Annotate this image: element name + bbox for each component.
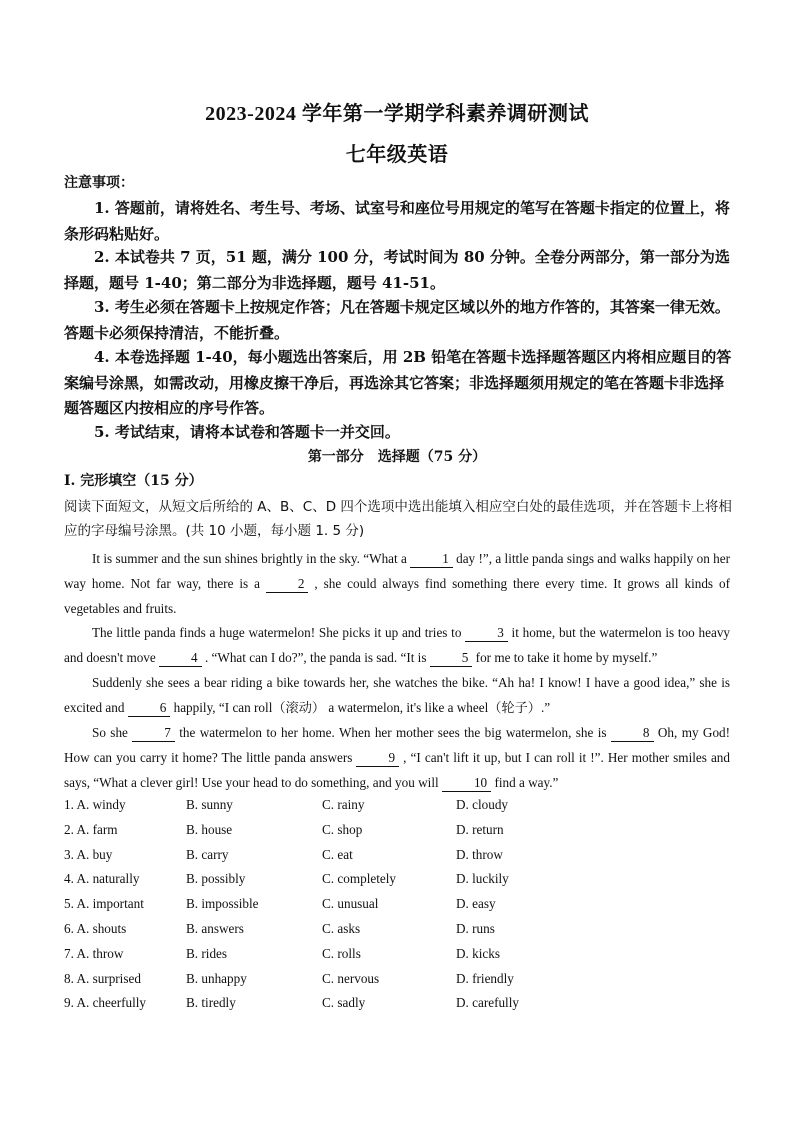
blank-6: 6	[128, 700, 171, 717]
option-d: D. carefully	[456, 995, 519, 1011]
option-b: B. unhappy	[186, 970, 247, 986]
passage-text: , she could always find something there every time. It grows all kinds of vegetables and fruits.	[64, 576, 730, 616]
option-c: C. rolls	[322, 945, 361, 961]
note-item-4: 4. 本卷选择题 1-40，每小题选出答案后，用 2B 铅笔在答题卡选择题答题区内将相应题目的答案编号涂黑，如需改动，用橡皮擦干净后，再选涂其它答案；非选择题须用规定的笔在答题卡非选择题答题区内按相应的序号作答。	[64, 348, 732, 417]
option-b: B. sunny	[186, 797, 233, 812]
option-row	[64, 946, 724, 971]
option-d: D. runs	[456, 920, 495, 936]
option-d: D. cloudy	[456, 797, 509, 812]
note-item-1: 1. 答题前，请将姓名、考生号、考场、试室号和座位号用规定的笔写在答题卡指定的位置上，将条形码粘贴好。	[64, 199, 730, 243]
option-a: 3. A. buy	[64, 846, 113, 862]
option-b: B. answers	[186, 920, 244, 936]
option-b: B. house	[186, 821, 233, 837]
blank-4: 4	[159, 650, 202, 667]
passage-text: for me to take it home by myself.”	[475, 650, 658, 665]
option-b: B. carry	[186, 846, 229, 862]
option-b: B. tiredly	[186, 995, 236, 1011]
option-a: 1. A. windy	[64, 797, 126, 812]
passage-text: find a way.”	[494, 775, 559, 790]
option-row	[64, 995, 724, 1020]
passage-text: So she	[92, 725, 128, 740]
option-d: D. easy	[456, 896, 496, 912]
option-d: D. kicks	[456, 945, 500, 961]
option-b: B. possibly	[186, 871, 246, 887]
option-c: C. rainy	[322, 797, 365, 812]
options-list	[64, 797, 724, 1020]
option-d: D. throw	[456, 846, 503, 862]
passage-paragraph-4	[64, 720, 730, 795]
option-row	[64, 871, 724, 896]
blank-9: 9	[356, 750, 399, 767]
option-row	[64, 921, 724, 946]
option-c: C. shop	[322, 821, 363, 837]
passage-paragraph-1	[64, 546, 730, 621]
note-item-3: 3. 考生必须在答题卡上按规定作答；凡在答题卡规定区域以外的地方作答的，其答案一律无效。答题卡必须保持清洁，不能折叠。	[64, 298, 730, 342]
option-row	[64, 797, 724, 822]
passage-text: Suddenly she sees a bear riding a bike towards her, she watches the bike. “Ah ha! I know! I have a good idea,” she is excited and	[64, 675, 730, 715]
exam-subtitle: 七年级英语	[345, 144, 449, 166]
blank-2: 2	[266, 576, 309, 593]
passage-paragraph-3	[64, 670, 730, 720]
blank-3: 3	[465, 625, 508, 642]
passage-text: It is summer and the sun shines brightly in the sky. “What a	[92, 551, 407, 566]
passage-text: The little panda finds a huge watermelon! She picks it up and tries to	[92, 625, 462, 640]
option-a: 7. A. throw	[64, 945, 124, 961]
option-d: D. luckily	[456, 871, 509, 887]
note-item-5: 5. 考试结束，请将本试卷和答题卡一并交回。	[94, 423, 400, 441]
option-c: C. eat	[322, 846, 353, 862]
exam-title: 2023-2024 学年第一学期学科素养调研测试	[205, 103, 589, 125]
option-a: 5. A. important	[64, 896, 144, 912]
option-c: C. completely	[322, 871, 396, 887]
option-a: 8. A. surprised	[64, 970, 141, 986]
option-row	[64, 847, 724, 872]
blank-10: 10	[442, 775, 491, 792]
passage-paragraph-2	[64, 620, 730, 670]
option-row	[64, 822, 724, 847]
section-heading: I. 完形填空（15 分）	[64, 473, 203, 489]
option-c: C. unusual	[322, 896, 379, 912]
option-row	[64, 971, 724, 996]
part-one-heading: 第一部分 选择题（75 分）	[307, 449, 487, 465]
note-item-2: 2. 本试卷共 7 页，51 题，满分 100 分，考试时间为 80 分钟。全卷分两部分，第一部分为选择题，题号 1-40；第二部分为非选择题，题号 41-51。	[64, 248, 730, 292]
option-a: 2. A. farm	[64, 821, 118, 837]
option-a: 6. A. shouts	[64, 920, 127, 936]
notes-heading: 注意事项：	[64, 175, 134, 191]
blank-7: 7	[132, 725, 175, 742]
option-a: 9. A. cheerfully	[64, 995, 147, 1011]
passage-text: happily, “I can roll（滚动） a watermelon, it's like a wheel（轮子）.”	[173, 700, 551, 715]
option-d: D. friendly	[456, 970, 514, 986]
option-row	[64, 896, 724, 921]
blank-8: 8	[611, 725, 654, 742]
passage-text: day !”, a little panda sings and walks happily on her way home. Not far way, there is a	[64, 551, 730, 591]
blank-5: 5	[430, 650, 473, 667]
option-b: B. impossible	[186, 896, 259, 912]
option-c: C. sadly	[322, 995, 366, 1011]
option-c: C. asks	[322, 920, 361, 936]
passage-text: it home, but the watermelon is too heavy and doesn't move	[64, 625, 731, 665]
passage-text: , “I can't lift it up, but I can roll it !”. Her mother smiles and says, “What a clever girl! Use your head to do something, and you will	[64, 750, 730, 790]
passage-text: . “What can I do?”, the panda is sad. “It is	[204, 650, 427, 665]
blank-1: 1	[410, 551, 453, 568]
passage-text: Oh, my God! How can you carry it home? The little panda answers	[64, 725, 731, 765]
option-b: B. rides	[186, 945, 228, 961]
option-d: D. return	[456, 821, 504, 837]
section-instructions: 阅读下面短文，从短文后所给的 A、B、C、D 四个选项中选出能填入相应空白处的最佳选项，并在答题卡上将相应的字母编号涂黑。(共 10 小题，每小题 1. 5 分)	[64, 499, 732, 539]
option-c: C. nervous	[322, 970, 380, 986]
passage-text: the watermelon to her home. When her mother sees the big watermelon, she is	[179, 725, 607, 740]
option-a: 4. A. naturally	[64, 871, 140, 887]
